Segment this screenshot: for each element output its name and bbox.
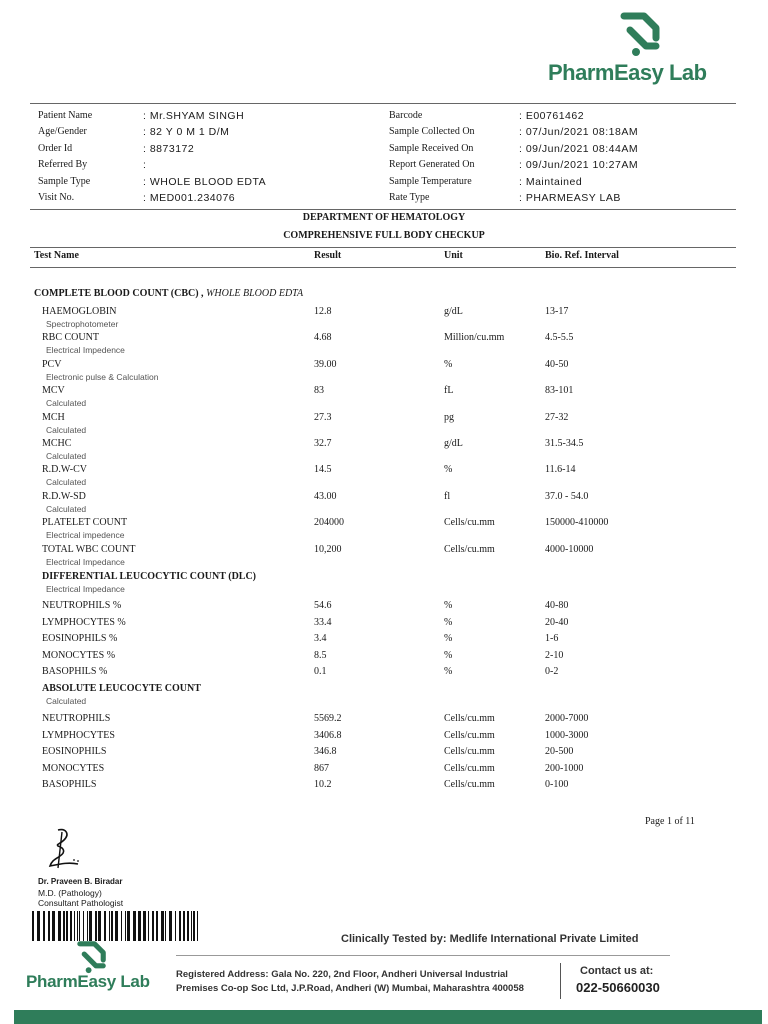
sample-field-value: : 07/Jun/2021 08:18AM xyxy=(519,126,639,138)
test-unit: Cells/cu.mm xyxy=(444,762,495,774)
patient-field-value: : WHOLE BLOOD EDTA xyxy=(143,176,267,188)
barcode-bar xyxy=(70,911,72,941)
test-result: 204000 xyxy=(314,517,344,529)
barcode-bar xyxy=(32,911,34,941)
patient-field-value: : xyxy=(143,159,147,171)
test-result: 0.1 xyxy=(314,666,327,678)
barcode-bar xyxy=(193,911,195,941)
patient-field-label: Sample Type xyxy=(38,176,91,187)
test-result: 5569.2 xyxy=(314,713,342,724)
contact-number: 022-50660030 xyxy=(576,980,660,995)
test-name: MCV xyxy=(42,385,65,397)
test-name: EOSINOPHILS % xyxy=(42,633,118,645)
barcode-bar xyxy=(156,911,158,941)
test-name: PLATELET COUNT xyxy=(42,517,128,529)
test-result: 867 xyxy=(314,762,329,774)
barcode-bar xyxy=(95,911,97,941)
barcode-bar xyxy=(161,911,164,941)
test-method: Electronic pulse & Calculation xyxy=(46,371,159,382)
pharmeasy-logo-icon xyxy=(616,8,668,60)
sample-field-label: Report Generated On xyxy=(389,159,475,170)
sample-field-label: Sample Collected On xyxy=(389,126,475,137)
dlc-title: DIFFERENTIAL LEUCOCYTIC COUNT (DLC) xyxy=(42,571,257,582)
header-ref-interval: Bio. Ref. Interval xyxy=(545,250,619,261)
sample-field-label: Sample Temperature xyxy=(389,176,472,187)
test-method: Electrical impedence xyxy=(46,530,125,541)
test-ref-interval: 20-40 xyxy=(545,616,569,628)
test-name: MCH xyxy=(42,411,65,423)
patient-field-value: : MED001.234076 xyxy=(143,192,236,204)
test-ref-interval: 2-10 xyxy=(545,649,564,661)
brand-logo-bottom xyxy=(26,938,166,998)
test-ref-interval: 40-80 xyxy=(545,600,569,611)
test-name: LYMPHOCYTES xyxy=(42,729,115,741)
test-method: Calculated xyxy=(46,398,87,409)
divider xyxy=(176,955,670,956)
test-unit: fL xyxy=(444,385,454,397)
test-result: 3.4 xyxy=(314,633,327,645)
divider xyxy=(30,247,736,248)
test-result: 33.4 xyxy=(314,616,332,628)
test-result: 10.2 xyxy=(314,779,332,790)
test-unit: Million/cu.mm xyxy=(444,332,505,344)
test-result: 54.6 xyxy=(314,600,332,611)
sample-field-value: : 09/Jun/2021 10:27AM xyxy=(519,159,639,171)
patient-field-value: : 8873172 xyxy=(143,143,195,155)
alc-method: Calculated xyxy=(46,696,87,706)
test-ref-interval: 4000-10000 xyxy=(545,543,594,555)
test-unit: % xyxy=(444,464,453,476)
barcode-bar xyxy=(152,911,154,941)
barcode-bar xyxy=(37,911,40,941)
header-result: Result xyxy=(314,250,342,261)
barcode-bar xyxy=(111,911,113,941)
test-result: 27.3 xyxy=(314,411,332,423)
barcode-bar xyxy=(165,911,166,941)
test-ref-interval: 4.5-5.5 xyxy=(545,332,574,344)
sample-field-value: : 09/Jun/2021 08:44AM xyxy=(519,143,639,155)
test-name: MONOCYTES % xyxy=(42,649,116,661)
barcode-bar xyxy=(191,911,192,941)
barcode-bar xyxy=(83,911,84,941)
brand-logo-top xyxy=(548,8,738,88)
test-unit: Cells/cu.mm xyxy=(444,729,495,741)
test-name: MCHC xyxy=(42,438,72,449)
test-name: PCV xyxy=(42,358,62,370)
test-ref-interval: 31.5-34.5 xyxy=(545,438,584,449)
test-name: BASOPHILS % xyxy=(42,666,108,678)
test-unit: % xyxy=(444,633,453,645)
test-method: Electrical Impedence xyxy=(46,345,125,356)
test-method: Calculated xyxy=(46,424,87,435)
sample-field-label: Barcode xyxy=(389,110,423,121)
barcode-image xyxy=(32,911,200,941)
test-unit: g/dL xyxy=(444,438,463,449)
barcode-bar xyxy=(89,911,92,941)
page-number: Page 1 of 11 xyxy=(645,816,695,827)
barcode-bar xyxy=(104,911,106,941)
test-name: RBC COUNT xyxy=(42,332,99,344)
test-name: NEUTROPHILS % xyxy=(42,600,122,611)
test-name: EOSINOPHILS xyxy=(42,746,107,757)
patient-field-label: Referred By xyxy=(38,159,88,170)
panel-title: COMPREHENSIVE FULL BODY CHECKUP xyxy=(283,230,485,241)
test-result: 8.5 xyxy=(314,649,327,661)
divider xyxy=(30,267,736,268)
test-ref-interval: 0-2 xyxy=(545,666,559,678)
registered-address-line1: Registered Address: Gala No. 220, 2nd Floor, Andheri Universal Industrial xyxy=(176,969,508,980)
sample-field-value: : PHARMEASY LAB xyxy=(519,192,621,204)
test-result: 3406.8 xyxy=(314,729,342,741)
test-ref-interval: 40-50 xyxy=(545,358,569,370)
barcode-bar xyxy=(197,911,198,941)
test-name: MONOCYTES xyxy=(42,762,105,774)
divider xyxy=(30,103,736,104)
divider xyxy=(560,963,561,999)
brand-name: PharmEasy Lab xyxy=(548,60,707,85)
barcode-bar xyxy=(125,911,126,941)
patient-field-label: Visit No. xyxy=(38,192,75,203)
barcode-bar xyxy=(121,911,122,941)
test-ref-interval: 0-100 xyxy=(545,779,569,790)
test-unit: fl xyxy=(444,490,451,502)
test-result: 83 xyxy=(314,385,324,397)
barcode-bar xyxy=(43,911,45,941)
test-name: R.D.W-CV xyxy=(42,464,87,476)
department-title: DEPARTMENT OF HEMATOLOGY xyxy=(302,212,466,223)
test-unit: Cells/cu.mm xyxy=(444,713,495,724)
section-title xyxy=(34,288,303,299)
test-method: Electrical Impedance xyxy=(46,556,125,567)
contact-label: Contact us at: xyxy=(580,965,654,977)
footer-bar xyxy=(14,1010,762,1024)
barcode-bar xyxy=(169,911,172,941)
barcode-bar xyxy=(66,911,68,941)
patient-field-value: : 82 Y 0 M 1 D/M xyxy=(143,126,230,138)
test-method: Calculated xyxy=(46,451,87,461)
test-name: TOTAL WBC COUNT xyxy=(42,543,136,555)
signatory-title: Consultant Pathologist xyxy=(38,898,124,908)
test-result: 39.00 xyxy=(314,358,337,370)
sample-field-value: : Maintained xyxy=(519,176,583,188)
barcode-bar xyxy=(79,911,80,941)
test-name: R.D.W-SD xyxy=(42,490,86,502)
test-result: 43.00 xyxy=(314,490,337,502)
sample-field-label: Rate Type xyxy=(389,192,430,203)
dlc-method: Electrical Impedance xyxy=(46,584,125,594)
test-unit: % xyxy=(444,358,453,370)
barcode-bar xyxy=(98,911,101,941)
barcode-bar xyxy=(138,911,141,941)
test-unit: Cells/cu.mm xyxy=(444,543,495,555)
patient-field-label: Age/Gender xyxy=(38,126,87,137)
test-ref-interval: 13-17 xyxy=(545,306,569,317)
barcode-bar xyxy=(63,911,65,941)
header-unit: Unit xyxy=(444,250,463,261)
barcode-bar xyxy=(74,911,75,941)
divider xyxy=(30,209,736,210)
test-name: NEUTROPHILS xyxy=(42,713,111,724)
test-method: Calculated xyxy=(46,477,87,488)
registered-address-line2: Premises Co-op Soc Ltd, J.P.Road, Andheri (W) Mumbai, Maharashtra 400058 xyxy=(176,983,524,994)
test-ref-interval: 11.6-14 xyxy=(545,464,576,476)
test-result: 32.7 xyxy=(314,438,332,449)
signatory-degree: M.D. (Pathology) xyxy=(38,888,102,898)
test-ref-interval: 27-32 xyxy=(545,411,569,423)
barcode-bar xyxy=(187,911,189,941)
barcode-bar xyxy=(127,911,130,941)
test-ref-interval: 20-500 xyxy=(545,746,574,757)
sample-field-value: : E00761462 xyxy=(519,110,585,122)
test-unit: % xyxy=(444,666,453,678)
barcode-bar xyxy=(58,911,61,941)
test-result: 10,200 xyxy=(314,543,342,555)
test-unit: Cells/cu.mm xyxy=(444,517,495,529)
header-test-name: Test Name xyxy=(34,250,79,261)
sample-field-label: Sample Received On xyxy=(389,143,474,154)
barcode-bar xyxy=(148,911,149,941)
barcode-bar xyxy=(143,911,146,941)
test-method: Spectrophotometer xyxy=(46,319,119,329)
clinically-tested-by: Clinically Tested by: Medlife International Private Limited xyxy=(341,933,639,945)
signature-image xyxy=(44,826,104,874)
test-ref-interval: 150000-410000 xyxy=(545,517,609,529)
section-sample-type: WHOLE BLOOD EDTA xyxy=(206,288,304,299)
test-ref-interval: 200-1000 xyxy=(545,762,584,774)
barcode-bar xyxy=(133,911,136,941)
test-ref-interval: 1-6 xyxy=(545,633,559,645)
section-title-text: COMPLETE BLOOD COUNT (CBC) , xyxy=(34,288,204,299)
test-result: 14.5 xyxy=(314,464,332,476)
barcode-bar xyxy=(183,911,185,941)
test-ref-interval: 2000-7000 xyxy=(545,713,589,724)
test-name: BASOPHILS xyxy=(42,779,97,790)
pharmeasy-logo-icon xyxy=(74,938,112,976)
test-result: 346.8 xyxy=(314,746,337,757)
alc-title: ABSOLUTE LEUCOCYTE COUNT xyxy=(42,683,201,694)
test-unit: % xyxy=(444,649,453,661)
barcode-bar xyxy=(87,911,88,941)
barcode-bar xyxy=(52,911,55,941)
test-unit: Cells/cu.mm xyxy=(444,746,495,757)
test-unit: g/dL xyxy=(444,306,463,317)
barcode-bar xyxy=(175,911,176,941)
barcode-bar xyxy=(48,911,50,941)
test-unit: % xyxy=(444,616,453,628)
patient-field-label: Order Id xyxy=(38,143,73,154)
test-unit: pg xyxy=(444,411,454,423)
test-unit: % xyxy=(444,600,453,611)
patient-field-value: : Mr.SHYAM SINGH xyxy=(143,110,245,122)
brand-name: PharmEasy Lab xyxy=(26,972,150,991)
test-result: 4.68 xyxy=(314,332,332,344)
test-name: LYMPHOCYTES % xyxy=(42,616,126,628)
barcode-bar xyxy=(115,911,118,941)
signatory-name: Dr. Praveen B. Biradar xyxy=(38,877,123,886)
barcode-bar xyxy=(77,911,78,941)
patient-field-label: Patient Name xyxy=(38,110,93,121)
test-method: Calculated xyxy=(46,503,87,514)
test-ref-interval: 1000-3000 xyxy=(545,729,589,741)
test-result: 12.8 xyxy=(314,306,332,317)
barcode-bar xyxy=(109,911,110,941)
test-ref-interval: 37.0 - 54.0 xyxy=(545,490,589,502)
test-name: HAEMOGLOBIN xyxy=(42,306,117,317)
barcode-bar xyxy=(179,911,181,941)
test-ref-interval: 83-101 xyxy=(545,385,574,397)
test-unit: Cells/cu.mm xyxy=(444,779,495,790)
